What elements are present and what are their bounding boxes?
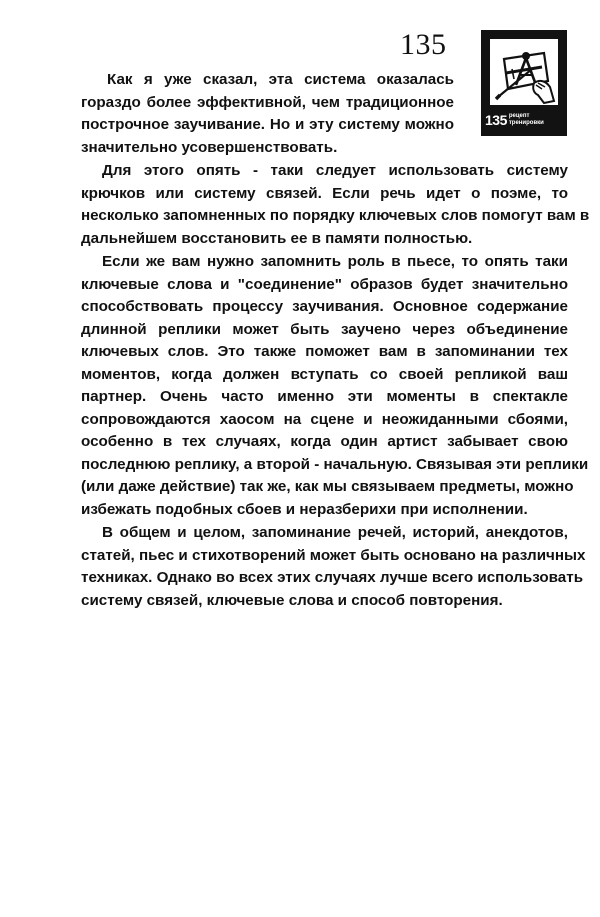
- text-line: гораздо более эффективной, чем традиционное: [81, 93, 454, 111]
- body-text: [60, 69, 590, 612]
- text-line: сопровождаются хаосом на сцене и неожиданными сбоями,: [81, 410, 568, 428]
- paragraph-1: [60, 69, 568, 159]
- paragraph-4: [60, 522, 586, 612]
- text-line: дальнейшем восстановить ее в памяти полностью.: [81, 229, 473, 247]
- text-line: ключевых слов. Это также поможет вам в запоминании тех: [81, 343, 568, 360]
- emblem-caption-line-1: рецепт: [508, 113, 530, 119]
- paragraph-3: [60, 251, 589, 521]
- text-line: Как я уже сказал, эта система оказалась: [107, 71, 454, 88]
- text-line: длинной реплики может быть заучено через объединение: [81, 320, 568, 338]
- text-line: В общем и целом, запоминание речей, историй, анекдотов,: [102, 524, 568, 541]
- text-line: статей, пьес и стихотворений может быть основано на различных: [81, 546, 586, 564]
- text-line: (или даже действие) так же, как мы связываем предметы, можно: [81, 478, 574, 495]
- text-line: последнюю реплику, а второй - начальную. Связывая эти реплики: [81, 455, 589, 473]
- text-line: партнер. Очень часто именно эти моменты в спектакле: [81, 388, 568, 405]
- text-line: моментов, когда должен вступать со своей репликой ваш: [81, 365, 568, 383]
- text-line: способствовать процессу заучивания. Основное содержание: [81, 298, 568, 315]
- emblem-caption-line-2: тренировки: [508, 120, 544, 126]
- text-line: Для этого опять - таки следует использовать систему: [102, 162, 568, 179]
- text-line: Если же вам нужно запомнить роль в пьесе, то опять таки: [102, 253, 568, 270]
- text-line: ключевые слова и "соединение" образов будет значительно: [81, 275, 568, 293]
- page-number: 135: [400, 28, 447, 61]
- text-line: несколько запомненных по порядку ключевых слов помогут вам в: [81, 207, 590, 224]
- text-line: построчное заучивание. Но и эту систему можно: [81, 116, 454, 133]
- text-line: систему связей, ключевые слова и способ повторения.: [81, 591, 503, 609]
- text-line: значительно усовершенствовать.: [81, 138, 338, 156]
- paragraph-2: [60, 160, 590, 250]
- text-line: особенно в тех случаях, когда один артист забывает свою: [81, 433, 568, 450]
- text-line: крючков или систему связей. Если речь идет о поэме, то: [81, 184, 568, 202]
- text-line: избежать подобных сбоев и неразберихи при исполнении.: [81, 500, 528, 518]
- text-line: техниках. Однако во всех этих случаях лучше всего использовать: [81, 569, 584, 586]
- emblem-number: 135: [485, 112, 507, 128]
